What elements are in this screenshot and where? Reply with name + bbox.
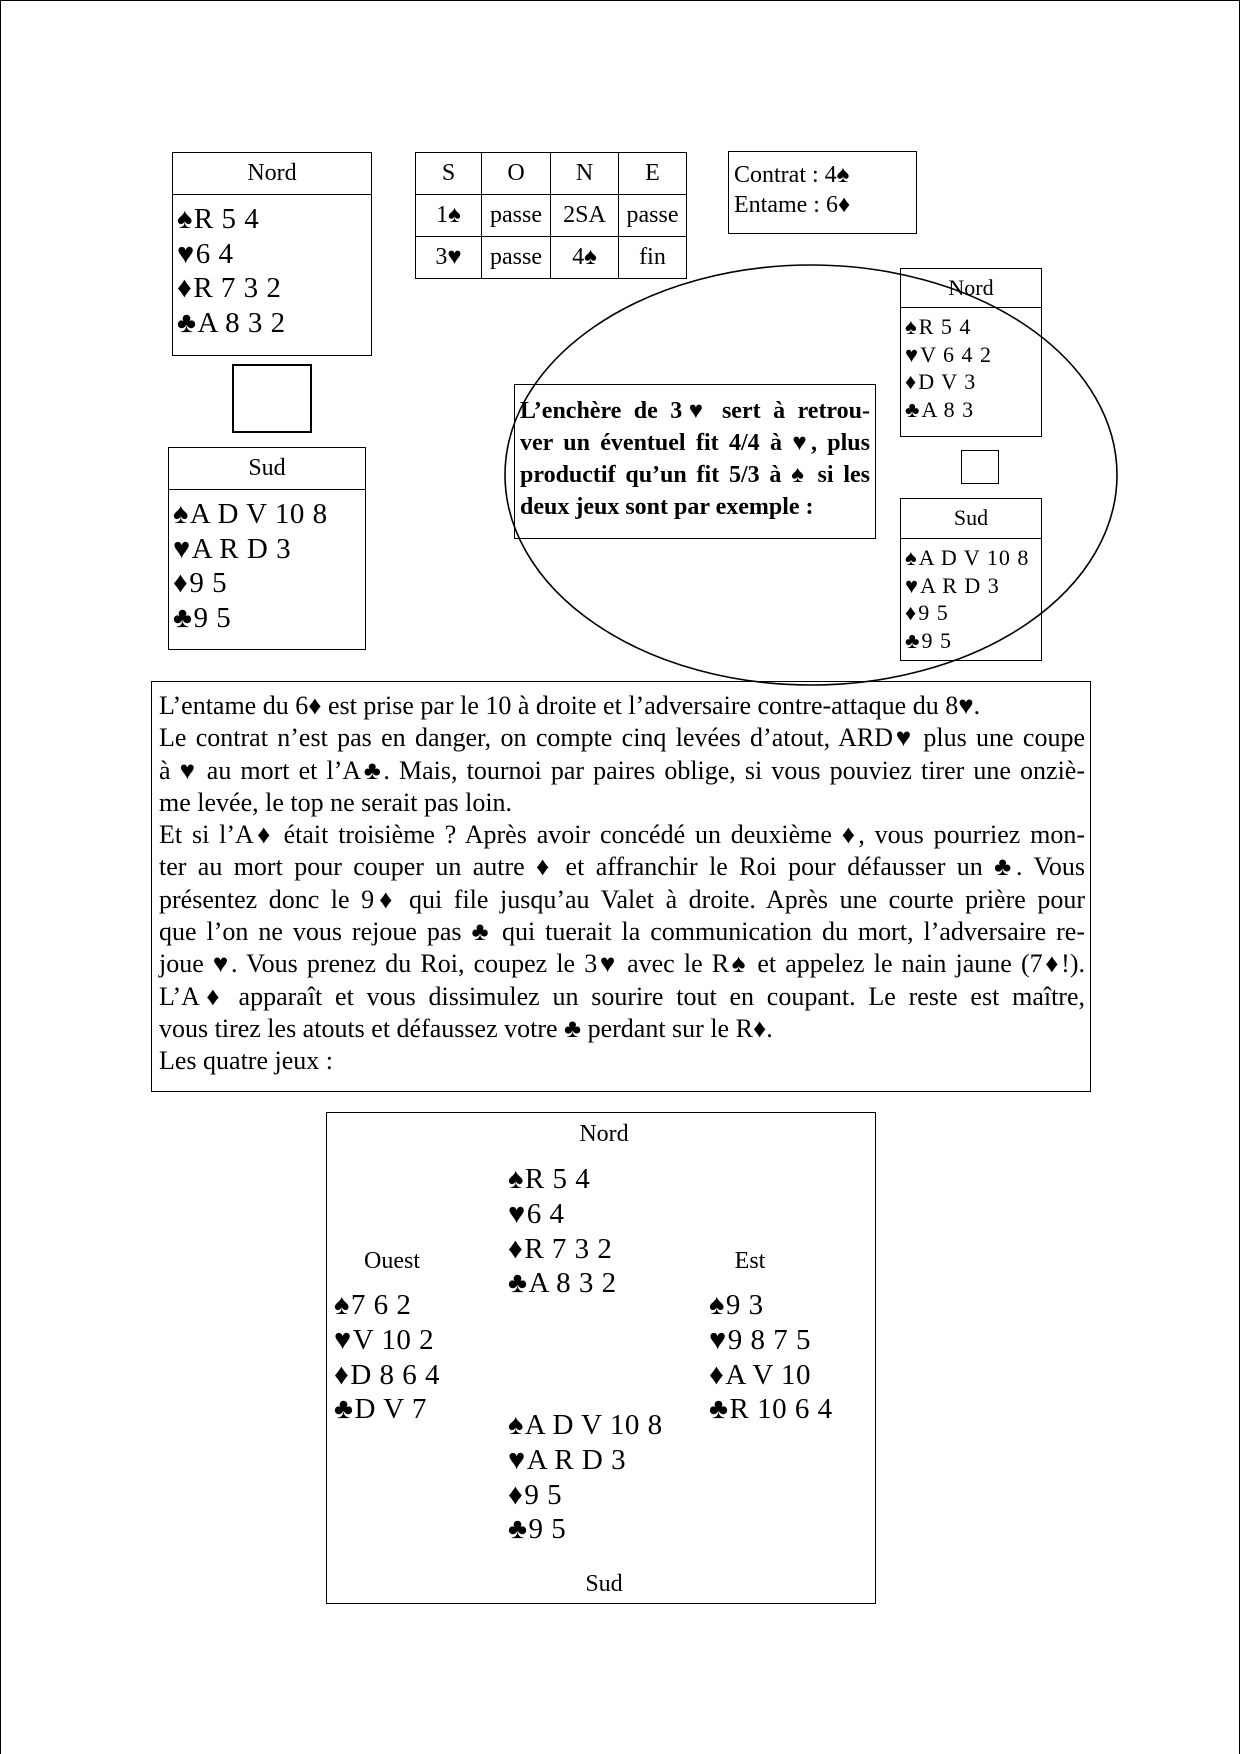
commentary-line: ter au mort pour couper un autre ♦ et affranchir le Roi pour défausser un ♣. Vous [159,852,1085,882]
hand-line-clubs [905,627,1041,655]
hand-line-diamonds [173,566,365,601]
bid-cell: passe [619,195,687,237]
bid-cell: 2SA [551,195,619,237]
deal-south-hand [508,1408,663,1547]
card-ranks: 9 5 [921,628,952,654]
hand-line-spades [905,544,1041,572]
north-hand-title: Nord [173,153,371,195]
card-ranks: A 8 3 2 [528,1267,617,1300]
clubs-suit-symbol: ♣ [508,1513,528,1546]
hand-line-hearts [905,341,1041,369]
card-ranks: 6 4 [195,237,234,270]
hand-line-spades [508,1162,617,1197]
bid-cell: 3♥ [416,237,482,279]
bid-cell: 4♠ [551,237,619,279]
commentary-box [151,681,1091,1092]
card-ranks: R 5 4 [524,1163,591,1195]
commentary-line: Le contrat n’est pas en danger, on compte cinq levées d’atout, ARD♥ plus une coupe [159,723,1085,753]
commentary-line: à ♥ au mort et l’A♣. Mais, tournoi par paires oblige, si vous pouviez tirer une onziè- [159,755,1085,785]
hand-line-spades [173,497,365,532]
commentary-line: Les quatre jeux : [159,1046,333,1076]
bid-cell: 1♠ [416,195,482,237]
hand-line-diamonds [508,1232,617,1267]
hand-line-diamonds [905,368,1041,396]
bidding-row [416,195,687,237]
hearts-suit-symbol: ♥ [177,237,195,270]
clubs-suit-symbol: ♣ [905,628,921,654]
hand-line-spades [334,1288,440,1323]
card-ranks: A R D 3 [920,572,1000,598]
card-ranks: R 5 4 [918,314,972,339]
diamonds-suit-symbol: ♦ [905,600,918,626]
hand-line-clubs [508,1512,663,1547]
clubs-suit-symbol: ♣ [334,1393,354,1426]
hand-line-diamonds [334,1358,440,1393]
hearts-suit-symbol: ♥ [334,1323,352,1356]
commentary-line: L’entame du 6♦ est prise par le 10 à droite et l’adversaire contre-attaque du 8♥. [159,691,981,720]
diamonds-suit-symbol: ♦ [709,1358,725,1391]
commentary-line: joue ♥. Vous prenez du Roi, coupez le 3♥ avec le R♠ et appelez le nain jaune (7♦!). [159,949,1085,979]
card-ranks: R 10 6 4 [729,1393,833,1426]
diamonds-suit-symbol: ♦ [905,369,918,395]
hand-line-spades [508,1408,663,1443]
bidding-header-east: E [619,153,687,195]
clubs-suit-symbol: ♣ [709,1393,729,1426]
clubs-suit-symbol: ♣ [508,1267,528,1300]
card-ranks: 9 8 7 5 [727,1323,811,1356]
example-south-box [900,498,1042,661]
bidding-header-row [416,153,687,195]
card-ranks: 6 4 [526,1197,565,1230]
table-square [232,364,312,433]
hand-line-diamonds [508,1478,663,1513]
hand-line-diamonds [177,271,371,306]
card-ranks: V 6 4 2 [920,341,993,367]
north-hand [173,195,371,341]
hand-line-clubs [334,1392,440,1427]
contract-box [728,151,917,234]
card-ranks: A D V 10 8 [918,545,1030,570]
card-ranks: 9 5 [528,1513,567,1546]
bid-cell: passe [482,237,551,279]
card-ranks: A 8 3 2 [197,307,286,340]
commentary-line: Et si l’A♦ était troisième ? Après avoir concédé un deuxième ♦, vous pourriez mon- [159,820,1085,850]
spades-suit-symbol: ♠ [508,1409,524,1441]
hand-line-clubs [177,306,371,341]
hearts-suit-symbol: ♥ [173,532,191,565]
deal-east-hand [709,1288,833,1427]
north-hand-box [172,152,372,356]
note-line: L’enchère de 3♥ sert à retrou- [520,398,870,424]
contract-text: Contrat : 4♠ [734,162,850,188]
card-ranks: 7 6 2 [350,1289,412,1321]
clubs-suit-symbol: ♣ [177,307,197,340]
bid-cell: passe [482,195,551,237]
spades-suit-symbol: ♠ [508,1163,524,1195]
card-ranks: D V 7 [354,1393,427,1426]
card-ranks: V 10 2 [352,1323,435,1356]
hand-line-hearts [508,1197,617,1232]
hand-line-clubs [508,1266,617,1301]
card-ranks: R 5 4 [193,203,260,235]
hearts-suit-symbol: ♥ [905,341,920,367]
commentary-line: L’A♦ apparaît et vous dissimulez un sourire tout en coupant. Le reste est maître, [159,981,1085,1011]
spades-suit-symbol: ♠ [905,314,918,339]
hand-line-hearts [905,572,1041,600]
deal-west-label: Ouest [364,1248,420,1274]
diamonds-suit-symbol: ♦ [508,1232,524,1265]
example-north-title: Nord [901,269,1041,308]
commentary-line: que l’on ne vous rejoue pas ♣ qui tuerait la communication du mort, l’adversaire re- [159,917,1085,947]
bid-cell: fin [619,237,687,279]
diamonds-suit-symbol: ♦ [173,567,189,600]
hearts-suit-symbol: ♥ [508,1443,526,1476]
bidding-row [416,237,687,279]
deal-west-hand [334,1288,440,1427]
hearts-suit-symbol: ♥ [508,1197,526,1230]
south-hand [169,490,365,636]
deal-south-label: Sud [585,1571,623,1597]
card-ranks: A V 10 [725,1358,812,1391]
hand-line-diamonds [905,599,1041,627]
example-south-title: Sud [901,499,1041,539]
card-ranks: 9 5 [193,602,232,635]
spades-suit-symbol: ♠ [177,203,193,235]
card-ranks: 9 5 [524,1478,563,1511]
full-deal-diagram [326,1112,876,1604]
hand-line-spades [905,313,1041,341]
commentary-line: me levée, le top ne serait pas loin. [159,787,513,817]
card-ranks: D 8 6 4 [350,1358,441,1391]
example-north-box [900,268,1042,437]
commentary-line: présentez donc le 9♦ qui file jusqu’au Valet à droite. Après une courte prière pour [159,884,1085,914]
diamonds-suit-symbol: ♦ [508,1478,524,1511]
bidding-header-north: N [551,153,619,195]
south-hand-box [168,447,366,650]
example-south-hand [901,539,1041,655]
opening-lead-text: Entame : 6♦ [734,192,851,218]
card-ranks: A R D 3 [526,1443,627,1476]
hand-line-spades [177,202,371,237]
bidding-note-box [514,384,876,539]
note-line: productif qu’un fit 5/3 à ♠ si les [520,462,870,488]
south-hand-title: Sud [169,448,365,490]
hand-line-hearts [709,1323,833,1358]
hand-line-diamonds [709,1358,833,1393]
hand-line-hearts [173,532,365,567]
hand-line-hearts [334,1323,440,1358]
hearts-suit-symbol: ♥ [905,572,920,598]
card-ranks: D V 3 [918,369,977,395]
card-ranks: R 7 3 2 [193,272,282,305]
card-ranks: 9 5 [918,600,949,626]
diamonds-suit-symbol: ♦ [334,1358,350,1391]
spades-suit-symbol: ♠ [334,1289,350,1321]
hand-line-clubs [173,601,365,636]
card-ranks: 9 3 [725,1289,764,1321]
card-ranks: A D V 10 8 [524,1409,663,1441]
spades-suit-symbol: ♠ [173,498,189,530]
card-ranks: A R D 3 [191,532,292,565]
example-north-hand [901,308,1041,424]
hand-line-hearts [508,1443,663,1478]
example-table-square [961,450,999,484]
bidding-table [415,152,687,279]
spades-suit-symbol: ♠ [905,545,918,570]
spades-suit-symbol: ♠ [709,1289,725,1321]
deal-east-label: Est [734,1248,766,1274]
hand-line-hearts [177,237,371,272]
bidding-header-south: S [416,153,482,195]
card-ranks: A D V 10 8 [189,498,328,530]
commentary-line: vous tirez les atouts et défaussez votre ♣ perdant sur le R♦. [159,1013,773,1043]
card-ranks: A 8 3 [921,397,975,423]
hand-line-clubs [709,1392,833,1427]
hearts-suit-symbol: ♥ [709,1323,727,1356]
clubs-suit-symbol: ♣ [173,602,193,635]
hand-line-spades [709,1288,833,1323]
deal-north-hand [508,1162,617,1301]
note-line: ver un éventuel fit 4/4 à ♥, plus [520,430,870,456]
note-line: deux jeux sont par exemple : [520,494,814,520]
diamonds-suit-symbol: ♦ [177,272,193,305]
card-ranks: 9 5 [189,567,228,600]
deal-north-label: Nord [579,1121,629,1147]
card-ranks: R 7 3 2 [524,1232,613,1265]
hand-line-clubs [905,396,1041,424]
bidding-header-west: O [482,153,551,195]
clubs-suit-symbol: ♣ [905,397,921,423]
